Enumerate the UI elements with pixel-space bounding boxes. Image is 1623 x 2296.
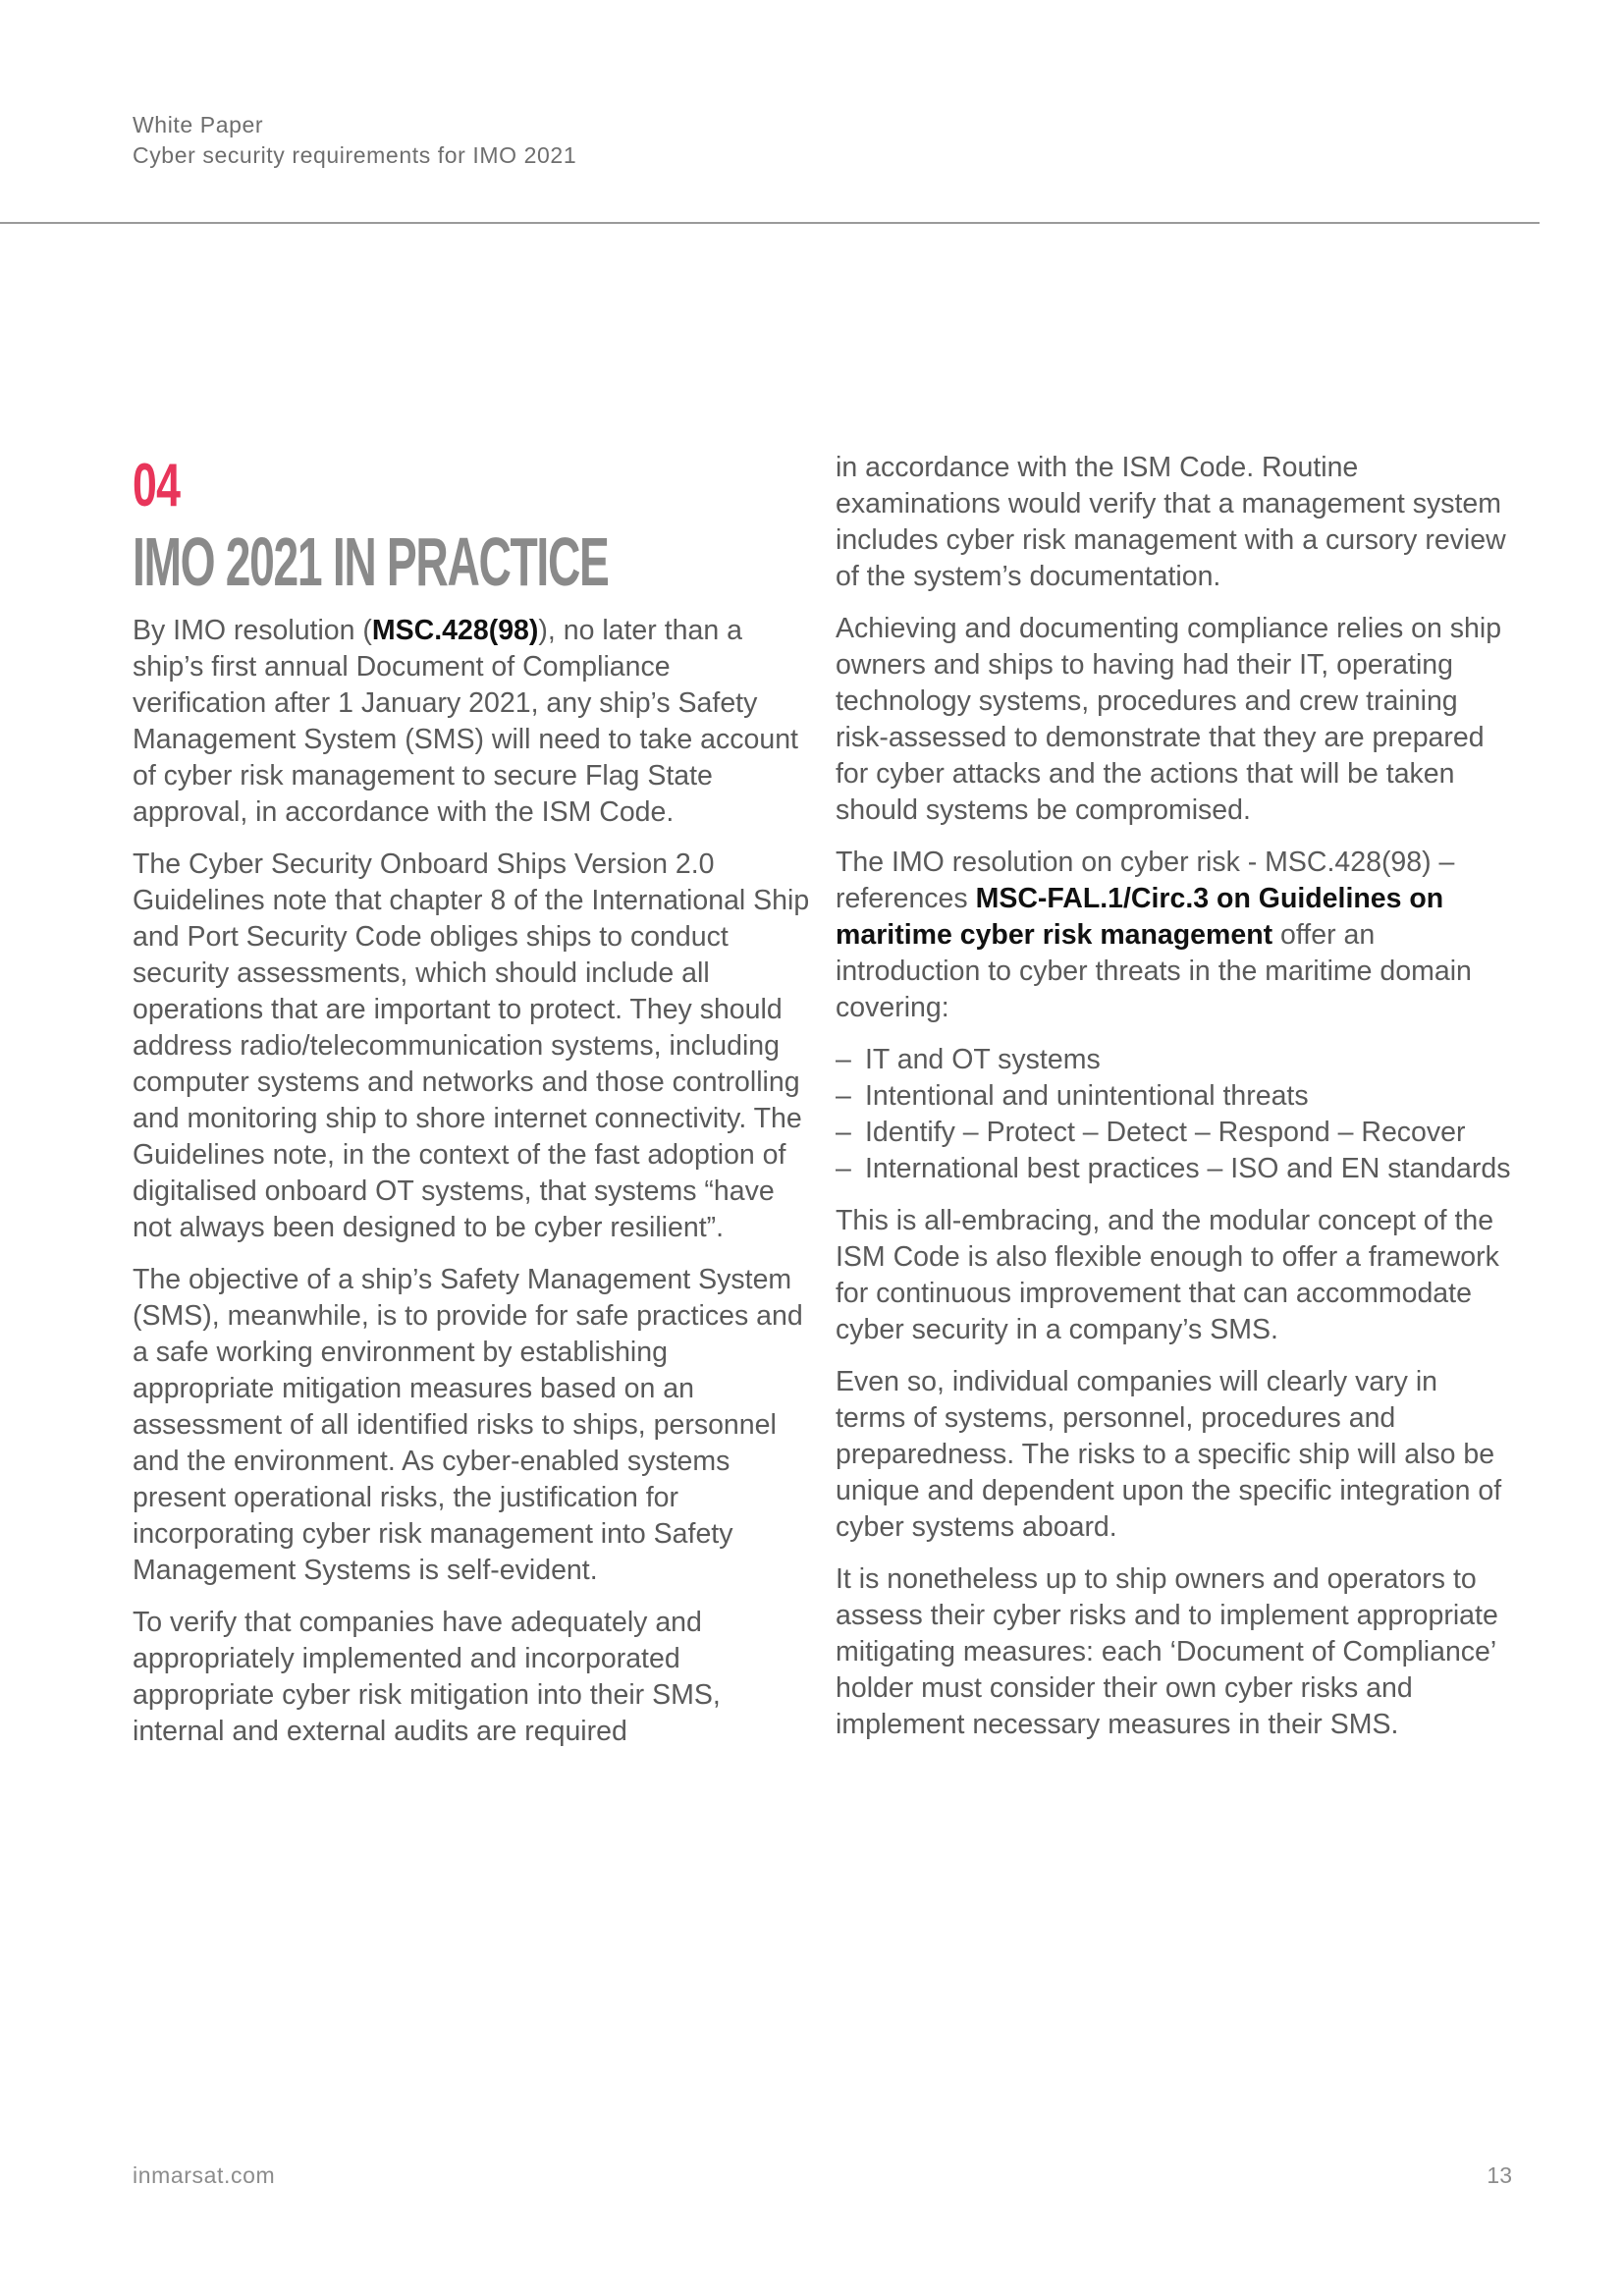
resolution-reference: MSC.428(98) bbox=[371, 615, 539, 646]
paragraph-compliance: Achieving and documenting compliance relies on ship owners and ships to having had their IT, operating technology systems, procedures and crew training risk-assessed to demonstrate that they are prepared for cyber attacks and the actions that will be taken should systems be compromised. bbox=[836, 613, 1502, 826]
right-column bbox=[836, 450, 1513, 1759]
left-column bbox=[133, 450, 810, 1766]
coverage-list bbox=[836, 1042, 1513, 1187]
paragraph-circular-reference: The IMO resolution on cyber risk - MSC.428(98) – references MSC-FAL.1/Circ.3 on Guidelines on maritime cyber risk management offer an introduction to cyber threats in the maritime domain covering: bbox=[836, 847, 1472, 1023]
paragraph-sms-objective: The objective of a ship’s Safety Management System (SMS), meanwhile, is to provide for safe practices and a safe working environment by establishing appropriate mitigation measures based on an assessment of all identified risks to ships, personnel and the environment. As cyber-enabled systems present operational risks, the justification for incorporating cyber risk management into Safety Management Systems is self-evident. bbox=[133, 1264, 803, 1586]
section-title: IMO 2021 IN PRACTICE bbox=[133, 523, 609, 600]
list-item: – IT and OT systems bbox=[836, 1042, 1513, 1078]
paragraph-imo-resolution: By IMO resolution (MSC.428(98)), no later than a ship’s first annual Document of Compliance verification after 1 January 2021, any ship’s Safety Management System (SMS) will need to take account of cyber risk management to secure Flag State approval, in accordance with the ISM Code. bbox=[133, 615, 798, 828]
circular-reference: MSC-FAL.1/Circ.3 on Guidelines on maritime cyber risk management bbox=[836, 883, 1444, 951]
list-item: – International best practices – ISO and EN standards bbox=[836, 1151, 1513, 1187]
paragraph-responsibility: It is nonetheless up to ship owners and operators to assess their cyber risks and to implement appropriate mitigating measures: each ‘Document of Compliance’ holder must consider their own cyber risks and implement necessary measures in their SMS. bbox=[836, 1563, 1498, 1740]
list-item: – Identify – Protect – Detect – Respond – Recover bbox=[836, 1115, 1513, 1151]
paragraph-ism-code: in accordance with the ISM Code. Routine examinations would verify that a management system includes cyber risk management with a cursory review of the system’s documentation. bbox=[836, 452, 1506, 592]
header-doc-type: White Paper bbox=[133, 112, 264, 137]
header-doc-title: Cyber security requirements for IMO 2021 bbox=[133, 142, 577, 168]
paragraph-modular-concept: This is all-embracing, and the modular concept of the ISM Code is also flexible enough to offer a framework for continuous improvement that can accommodate cyber security in a company’s SMS. bbox=[836, 1205, 1499, 1345]
paragraph-audits: To verify that companies have adequately and appropriately implemented and incorporated appropriate cyber risk mitigation into their SMS, internal and external audits are required bbox=[133, 1607, 721, 1747]
page-number: 13 bbox=[1487, 2162, 1512, 2188]
footer-website: inmarsat.com bbox=[133, 2162, 276, 2188]
running-header bbox=[133, 110, 576, 171]
paragraph-guidelines: The Cyber Security Onboard Ships Version 2.0 Guidelines note that chapter 8 of the International Ship and Port Security Code obliges ships to conduct security assessments, which should include all operations that are important to protect. They should address radio/telecommunication systems, including computer systems and networks and those controlling and monitoring ship to shore internet connectivity. The Guidelines note, in the context of the fast adoption of digitalised onboard OT systems, that systems “have not always been designed to be cyber resilient”. bbox=[133, 848, 810, 1243]
paragraph-variation: Even so, individual companies will clearly vary in terms of systems, personnel, procedures and preparedness. The risks to a specific ship will also be unique and dependent upon the specific integration of cyber systems aboard. bbox=[836, 1366, 1502, 1543]
list-item: – Intentional and unintentional threats bbox=[836, 1078, 1513, 1115]
section-number: 04 bbox=[133, 452, 181, 519]
header-divider bbox=[0, 222, 1540, 224]
